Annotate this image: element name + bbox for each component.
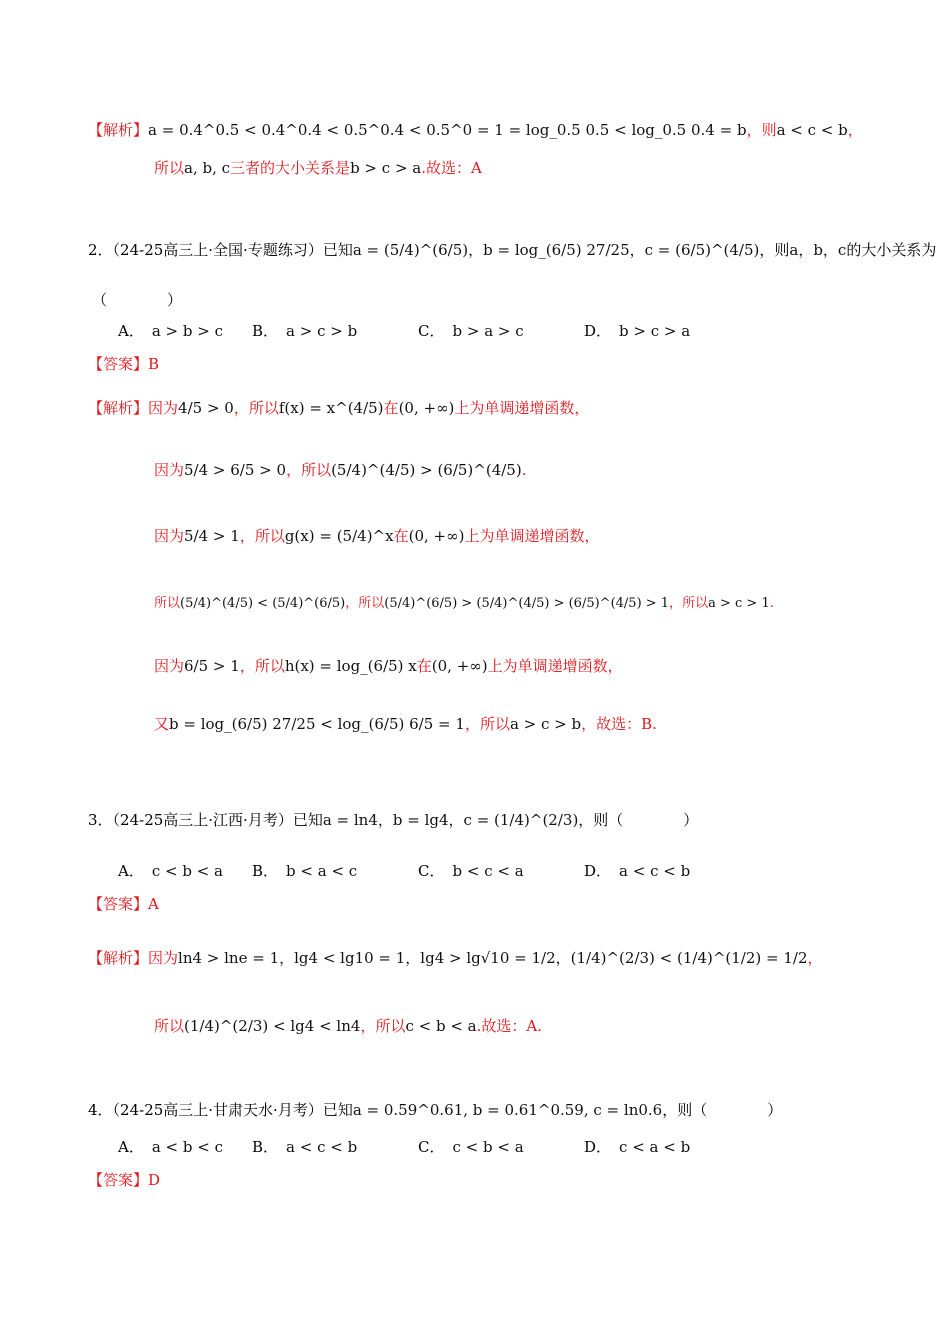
q3-stem-end: ，则（ ） [578, 811, 699, 829]
q4-option-a [118, 1136, 223, 1157]
q4-option-c-math: c < b < a [452, 1138, 524, 1156]
q4-answer-value: D [148, 1171, 161, 1189]
q2-stem-vars: a，b，c [789, 241, 847, 259]
q3-step-2-pre: 所以 [154, 1017, 185, 1035]
q3-step-2-mid: ，所以 [360, 1017, 406, 1035]
q4-option-b [252, 1136, 357, 1157]
q2-step-3-mid: ，所以 [239, 527, 285, 545]
q2-step-1-mid: ，所以 [233, 399, 279, 417]
q2-step-3 [154, 526, 599, 546]
q2-option-a [118, 320, 223, 341]
q3-step-2-math: (1/4)^(2/3) < lg4 < ln4 [184, 1017, 361, 1035]
q3-jiexi-tag: 【解析】 [88, 949, 149, 967]
q2-step-2-pre: 因为 [154, 461, 185, 479]
q2-stem-end: 的大小关系为 [846, 241, 937, 259]
q3-number: 3． [88, 811, 113, 829]
q4-answer [88, 1170, 160, 1190]
q4-option-b-math: a < c < b [286, 1138, 358, 1156]
q4-stem-end: ，则（ ） [662, 1101, 783, 1119]
q3-step-1-end: ， [807, 949, 823, 967]
q1-solution-line-1 [88, 120, 863, 140]
q2-answer-tag: 【答案】 [88, 355, 149, 373]
q2-step-1-math-3: (0, +∞) [398, 399, 455, 417]
q2-step-1 [88, 398, 589, 418]
q1-line2-mid: 三者的大小关系是 [230, 159, 351, 177]
q1-line2-math-2: b > c > a [350, 159, 422, 177]
q2-step-6 [154, 714, 657, 734]
q1-jiexi-tag: 【解析】 [88, 121, 149, 139]
q2-option-b [252, 320, 357, 341]
q2-step-1-end: 上为单调递增函数， [454, 399, 590, 417]
q2-step-4-math-3: a > c > 1 [708, 596, 770, 611]
q4-option-d-math: c < a < b [619, 1138, 691, 1156]
q4-option-c [418, 1136, 524, 1157]
q2-step-5-math-2: h(x) = log_(6/5) x [284, 657, 417, 675]
q3-step-1-pre: 因为 [148, 949, 179, 967]
q4-option-a-label: A． [118, 1138, 144, 1156]
q1-solution-sep: ，则 [746, 121, 777, 139]
q2-step-1-math-2: f(x) = x^(4/5) [278, 399, 384, 417]
q3-option-a-label: A． [118, 862, 144, 880]
q2-option-a-math: a > b > c [151, 322, 223, 340]
q3-option-c-math: b < c < a [452, 862, 524, 880]
q2-stem [88, 240, 936, 260]
q4-option-a-math: a < b < c [151, 1138, 223, 1156]
q2-option-b-label: B． [252, 322, 279, 340]
q2-option-c-label: C． [418, 322, 445, 340]
q1-solution-end: ， [847, 121, 863, 139]
q2-step-2-math-2: (5/4)^(4/5) > (6/5)^(4/5) [331, 461, 522, 479]
q2-option-c-math: b > a > c [452, 322, 524, 340]
q2-step-5-math-3: (0, +∞) [431, 657, 488, 675]
q1-solution-math-2: a < c < b [776, 121, 848, 139]
q1-line2-end: .故选：A [421, 159, 482, 177]
q2-source: （24-25高三上·全国·专题练习）已知 [112, 241, 353, 259]
q2-step-5-post: 在 [416, 657, 432, 675]
q4-stem-math: a = 0.59^0.61, b = 0.61^0.59, c = ln0.6 [352, 1101, 663, 1119]
q2-step-4-mid: ，所以 [345, 596, 385, 611]
q4-stem [88, 1100, 782, 1120]
q2-step-6-math-2: a > c > b [509, 715, 582, 733]
q3-option-d [584, 860, 690, 881]
q2-step-6-pre: 又 [154, 715, 170, 733]
q3-step-2-end: .故选：A. [476, 1017, 542, 1035]
q2-option-d [584, 320, 690, 341]
q3-answer [88, 894, 159, 914]
q2-step-4 [154, 594, 774, 614]
q2-step-2 [154, 460, 526, 480]
q2-option-b-math: a > c > b [286, 322, 358, 340]
q3-source: （24-25高三上·江西·月考）已知 [112, 811, 323, 829]
q1-solution-line-2 [154, 158, 482, 178]
q3-option-d-math: a < c < b [619, 862, 691, 880]
q3-option-b-math: b < a < c [286, 862, 358, 880]
q4-option-d [584, 1136, 690, 1157]
q3-option-b-label: B． [252, 862, 279, 880]
q4-source: （24-25高三上·甘肃天水·月考）已知 [112, 1101, 353, 1119]
q2-step-1-post: 在 [383, 399, 399, 417]
q2-step-1-pre: 因为 [148, 399, 179, 417]
q4-answer-tag: 【答案】 [88, 1171, 149, 1189]
q2-step-4-end: . [769, 596, 774, 611]
q2-answer [88, 354, 159, 374]
q3-option-c-label: C． [418, 862, 445, 880]
q2-step-3-math-3: (0, +∞) [408, 527, 465, 545]
q3-answer-value: A [148, 895, 159, 913]
q2-step-4-math: (5/4)^(4/5) < (5/4)^(6/5) [180, 596, 346, 611]
q2-step-4-post: ，所以 [669, 596, 709, 611]
q1-line2-pre: 所以 [154, 159, 185, 177]
q3-step-2 [154, 1016, 542, 1036]
q4-option-d-label: D． [584, 1138, 612, 1156]
q2-option-a-label: A． [118, 322, 144, 340]
q2-number: 2． [88, 241, 113, 259]
q2-step-3-end: 上为单调递增函数， [464, 527, 600, 545]
q4-number: 4． [88, 1101, 113, 1119]
q2-stem-then: ，则 [759, 241, 790, 259]
q3-stem [88, 810, 698, 830]
q3-step-1-math: ln4 > lne = 1，lg4 < lg10 = 1，lg4 > lg√10 = 1/2，(1/4)^(2/3) < (1/4)^(1/2) = 1/2 [178, 949, 808, 967]
q2-step-5 [154, 656, 623, 676]
q2-step-2-end: . [521, 461, 527, 479]
q2-step-5-mid: ，所以 [239, 657, 285, 675]
q3-option-d-label: D． [584, 862, 612, 880]
q2-option-d-label: D． [584, 322, 612, 340]
q2-step-3-post: 在 [393, 527, 409, 545]
q2-step-3-math-2: g(x) = (5/4)^x [284, 527, 394, 545]
q2-option-d-math: b > c > a [619, 322, 691, 340]
q3-step-2-math-2: c < b < a [405, 1017, 477, 1035]
q3-step-1 [88, 948, 823, 968]
q2-stem-math: a = (5/4)^(6/5)，b = log_(6/5) 27/25，c = (6/5)^(4/5) [352, 241, 760, 259]
q3-option-a-math: c < b < a [151, 862, 223, 880]
q2-option-c [418, 320, 524, 341]
q1-line2-math: a, b, c [184, 159, 231, 177]
q3-option-c [418, 860, 524, 881]
q2-step-1-math: 4/5 > 0 [178, 399, 234, 417]
q2-step-5-math: 6/5 > 1 [184, 657, 240, 675]
q2-step-4-math-2: (5/4)^(6/5) > (5/4)^(4/5) > (6/5)^(4/5) > 1 [384, 596, 670, 611]
q1-solution-math: a = 0.4^0.5 < 0.4^0.4 < 0.5^0.4 < 0.5^0 = 1 = log_0.5 0.5 < log_0.5 0.4 = b [148, 121, 747, 139]
q2-step-6-end: ，故选：B. [581, 715, 657, 733]
q3-option-a [118, 860, 223, 881]
q3-stem-math: a = ln4，b = lg4，c = (1/4)^(2/3) [322, 811, 579, 829]
q2-step-4-pre: 所以 [154, 596, 181, 611]
q2-step-2-mid: ，所以 [286, 461, 332, 479]
q2-step-3-math: 5/4 > 1 [184, 527, 240, 545]
q2-jiexi-tag: 【解析】 [88, 399, 149, 417]
q3-answer-tag: 【答案】 [88, 895, 149, 913]
q4-option-b-label: B． [252, 1138, 279, 1156]
q2-paren: （ ） [92, 291, 183, 309]
q4-option-c-label: C． [418, 1138, 445, 1156]
q3-option-b [252, 860, 357, 881]
q2-step-5-pre: 因为 [154, 657, 185, 675]
q2-answer-value: B [148, 355, 160, 373]
q2-step-3-pre: 因为 [154, 527, 185, 545]
q2-step-5-end: 上为单调递增函数， [487, 657, 623, 675]
q2-step-6-math: b = log_(6/5) 27/25 < log_(6/5) 6/5 = 1 [169, 715, 465, 733]
q2-step-2-math: 5/4 > 6/5 > 0 [184, 461, 287, 479]
q2-step-6-mid: ，所以 [464, 715, 510, 733]
